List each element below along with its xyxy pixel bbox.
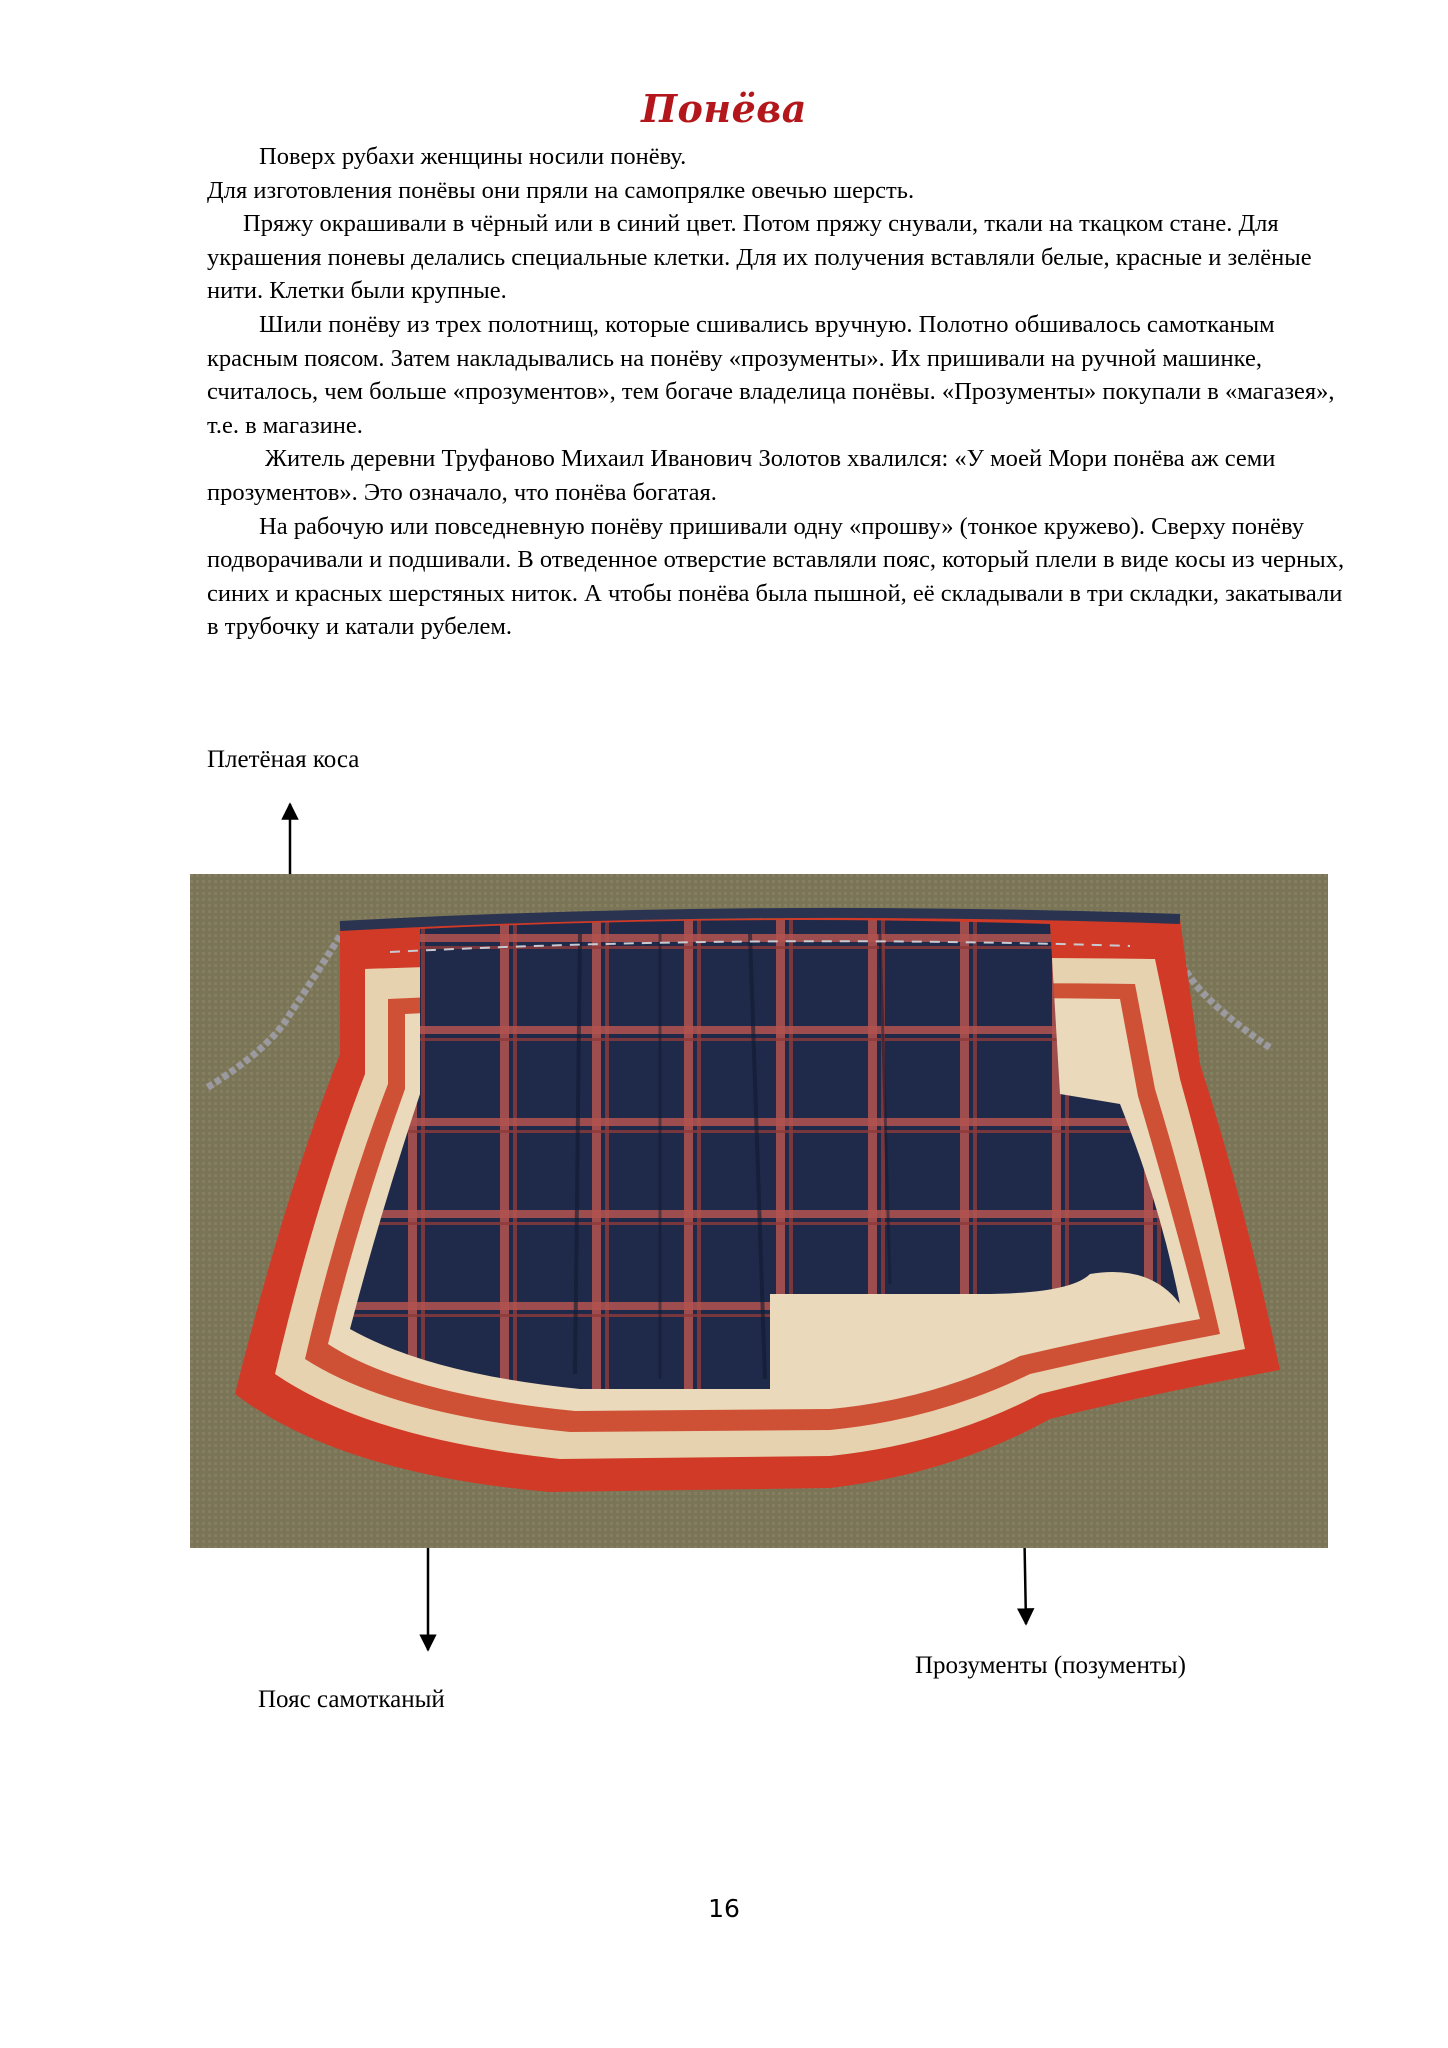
label-trim: Прозументы (позументы) bbox=[915, 1652, 1186, 1679]
paragraph-3: Пряжу окрашивали в чёрный или в синий цвет. Потом пряжу снували, ткали на ткацком стане. Для украшения поневы делались специальные клетки. Для их получения вставляли белые, красные и зелёные нити. Клетки были крупные. bbox=[207, 210, 1312, 305]
label-belt: Пояс самотканый bbox=[258, 1686, 445, 1713]
paragraph-6: На рабочую или повседневную понёву пришивали одну «прошву» (тонкое кружево). Сверху понёву подворачивали и подшивали. В отведенное отверстие вставляли пояс, который плели в виде косы из черных, синих и красных шерстяных ниток. А чтобы понёва была пышной, её складывали в три складки, закатывали в трубочку и катали рубелем. bbox=[207, 512, 1345, 641]
paragraph-2: Для изготовления понёвы они пряли на самопрялке овечью шерсть. bbox=[207, 176, 915, 204]
label-braid: Плетёная коса bbox=[207, 746, 360, 773]
paragraph-1: Поверх рубахи женщины носили понёву. bbox=[259, 143, 687, 170]
poneva-photo bbox=[190, 874, 1328, 1548]
page-number: 16 bbox=[708, 1894, 740, 1923]
article-body bbox=[207, 140, 1349, 644]
paragraph-5: Житель деревни Труфаново Михаил Иванович Золотов хвалился: «У моей Мори понёва аж семи прозументов». Это означало, что понёва богатая. bbox=[207, 445, 1276, 506]
page-title: Понёва bbox=[641, 86, 807, 131]
paragraph-4: Шили понёву из трех полотнищ, которые сшивались вручную. Полотно обшивалось самотканым красным поясом. Затем накладывались на понёву «прозументы». Их пришивали на ручной машинке, считалось, чем больше «прозументов», тем богаче владелица понёвы. «Прозументы» покупали в «магазея», т.е. в магазине. bbox=[207, 310, 1335, 439]
